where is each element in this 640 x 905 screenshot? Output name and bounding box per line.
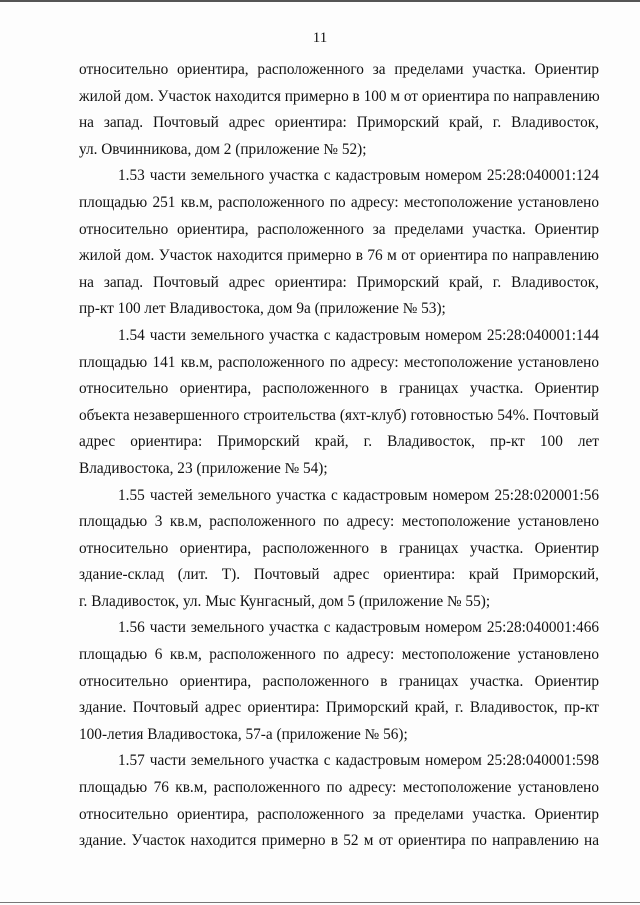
text-line: на запад. Почтовый адрес ориентира: Приморский край, г. Владивосток, xyxy=(79,114,599,132)
text-line: Владивостока, 23 (приложение № 54); xyxy=(79,459,328,477)
text-line: площадью 76 кв.м, расположенного по адресу: местоположение установлено xyxy=(79,779,599,797)
text-line: относительно ориентира, расположенного в границах участка. Ориентир xyxy=(79,672,599,690)
text-line: объекта незавершенного строительства (яхт-клуб) готовностью 54%. Почтовый xyxy=(79,406,599,424)
text-line: площадью 141 кв.м, расположенного по адресу: местоположение установлено xyxy=(79,353,599,371)
text-line: 1.56 части земельного участка с кадастровым номером 25:28:040001:466 xyxy=(118,619,599,637)
text-line: пр-кт 100 лет Владивостока, дом 9а (приложение № 53); xyxy=(79,300,446,318)
text-line: г. Владивосток, ул. Мыс Кунгасный, дом 5 (приложение № 55); xyxy=(79,592,491,610)
text-line: площадью 6 кв.м, расположенного по адресу: местоположение установлено xyxy=(79,646,599,664)
text-line: ул. Овчинникова, дом 2 (приложение № 52); xyxy=(79,140,367,158)
text-line: на запад. Почтовый адрес ориентира: Приморский край, г. Владивосток, xyxy=(79,273,599,291)
text-line: здание. Почтовый адрес ориентира: Приморский край, г. Владивосток, пр-кт xyxy=(79,699,599,717)
text-line: 1.55 частей земельного участка с кадастровым номером 25:28:020001:56 xyxy=(118,486,599,504)
text-line: здание-склад (лит. Т). Почтовый адрес ориентира: край Приморский, xyxy=(79,566,599,584)
text-line: адрес ориентира: Приморский край, г. Владивосток, пр-кт 100 лет xyxy=(79,433,599,451)
text-line: 1.53 части земельного участка с кадастровым номером 25:28:040001:124 xyxy=(118,167,599,185)
page-top-edge xyxy=(0,0,640,2)
text-line: относительно ориентира, расположенного в границах участка. Ориентир xyxy=(79,539,599,557)
text-line: 1.54 части земельного участка с кадастровым номером 25:28:040001:144 xyxy=(118,326,599,344)
text-line: площадью 3 кв.м, расположенного по адресу: местоположение установлено xyxy=(79,513,599,531)
text-line: площадью 251 кв.м, расположенного по адресу: местоположение установлено xyxy=(79,193,599,211)
text-line: здание. Участок находится примерно в 52 м от ориентира по направлению на xyxy=(79,832,599,850)
text-line: относительно ориентира, расположенного за пределами участка. Ориентир xyxy=(79,805,599,823)
text-line: относительно ориентира, расположенного за пределами участка. Ориентир xyxy=(79,220,599,238)
text-line: жилой дом. Участок находится примерно в 100 м от ориентира по направлению xyxy=(79,87,600,105)
text-line: относительно ориентира, расположенного в границах участка. Ориентир xyxy=(79,380,599,398)
text-line: жилой дом. Участок находится примерно в 76 м от ориентира по направлению xyxy=(79,247,599,265)
text-line: относительно ориентира, расположенного за пределами участка. Ориентир xyxy=(79,61,599,78)
page-bottom-edge xyxy=(0,902,640,903)
document-body xyxy=(79,57,599,855)
text-line: 100-летия Владивостока, 57-а (приложение № 56); xyxy=(79,725,408,743)
page-number: 11 xyxy=(312,30,328,46)
text-line: 1.57 части земельного участка с кадастровым номером 25:28:040001:598 xyxy=(118,752,599,770)
